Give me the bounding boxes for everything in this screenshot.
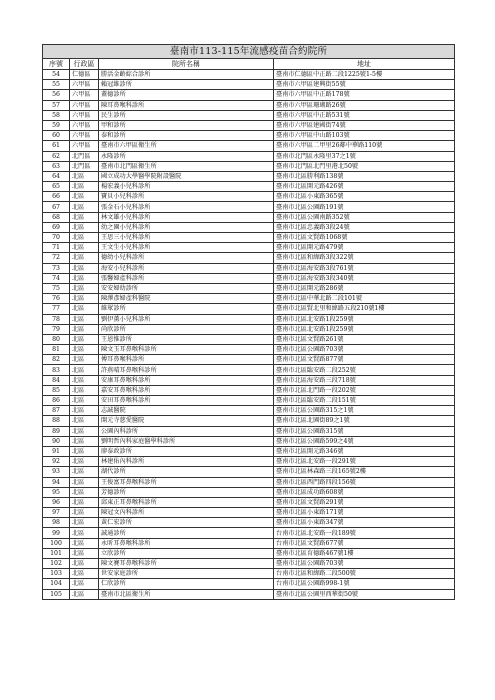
row-clinic-name: 臺南市北區衛生所 — [99, 589, 274, 599]
table-row — [43, 243, 455, 253]
row-clinic-name: 臺南市六甲區衛生所 — [99, 141, 274, 151]
row-clinic-name: 國立成功大學醫學院附設醫院 — [99, 171, 274, 181]
row-number: 65 — [43, 182, 70, 192]
row-clinic-name: 陳冠文內科診所 — [99, 508, 274, 518]
row-number: 61 — [43, 141, 70, 151]
row-address: 臺南市北區北安路1段259號 — [274, 314, 455, 324]
row-district: 北區 — [70, 171, 99, 181]
table-row — [43, 457, 455, 467]
table-row — [43, 294, 455, 304]
row-address: 臺南市北區小東路347號 — [274, 518, 455, 528]
row-clinic-name: 芳德診所 — [99, 487, 274, 497]
row-clinic-name: 永昕耳鼻喉科診所 — [99, 538, 274, 548]
row-number: 60 — [43, 131, 70, 141]
row-address: 臺南市北區勝利路138號 — [274, 171, 455, 181]
row-address: 台南市北區北安路一段189號 — [274, 528, 455, 538]
table-row — [43, 436, 455, 446]
row-clinic-name: 劉伊薰小兒科診所 — [99, 314, 274, 324]
table-row — [43, 355, 455, 365]
row-address: 臺南市北區公園路191號 — [274, 202, 455, 212]
row-number: 84 — [43, 375, 70, 385]
row-clinic-name: 誠通診所 — [99, 528, 274, 538]
row-clinic-name: 楊宏義小兒科診所 — [99, 182, 274, 192]
row-district: 北區 — [70, 416, 99, 426]
row-district: 北區 — [70, 538, 99, 548]
row-district: 六甲區 — [70, 141, 99, 151]
row-address: 臺南市北區育德路467號1樓 — [274, 548, 455, 558]
row-district: 北區 — [70, 518, 99, 528]
table-body — [43, 70, 455, 600]
table-row — [43, 182, 455, 192]
row-clinic-name: 賴冠維診所 — [99, 80, 274, 90]
row-number: 88 — [43, 416, 70, 426]
row-district: 北區 — [70, 508, 99, 518]
row-number: 70 — [43, 233, 70, 243]
row-number: 93 — [43, 467, 70, 477]
table-row — [43, 233, 455, 243]
row-district: 北區 — [70, 406, 99, 416]
row-address: 臺南市北區和緯路3段322號 — [274, 253, 455, 263]
row-address: 臺南市仁德區中正路二段1225號1-5樓 — [274, 70, 455, 80]
row-number: 56 — [43, 90, 70, 100]
row-number: 97 — [43, 508, 70, 518]
row-address: 臺南市北區海安路3段340號 — [274, 273, 455, 283]
row-district: 仁德區 — [70, 70, 99, 80]
row-address: 臺南市六甲區中山路103號 — [274, 131, 455, 141]
row-district: 六甲區 — [70, 80, 99, 90]
row-clinic-name: 陳文賽耳鼻喉科診所 — [99, 559, 274, 569]
row-clinic-name: 王文生小兒科診所 — [99, 243, 274, 253]
row-number: 104 — [43, 579, 70, 589]
row-number: 90 — [43, 436, 70, 446]
table-row — [43, 283, 455, 293]
row-district: 北區 — [70, 548, 99, 558]
row-address: 臺南市六甲區建興街55號 — [274, 80, 455, 90]
row-district: 北區 — [70, 334, 99, 344]
row-address: 臺南市六甲區二甲里26鄰中華路110號 — [274, 141, 455, 151]
row-address: 臺南市北區公園路599之4號 — [274, 436, 455, 446]
table-row — [43, 487, 455, 497]
table-row — [43, 528, 455, 538]
row-address: 台南市北區文賢路677號 — [274, 538, 455, 548]
table-row — [43, 559, 455, 569]
row-clinic-name: 開元寺慈愛醫院 — [99, 416, 274, 426]
row-clinic-name: 陳耳鼻喉科診所 — [99, 100, 274, 110]
row-address: 臺南市北區開元路286號 — [274, 283, 455, 293]
row-clinic-name: 仁欣診所 — [99, 579, 274, 589]
row-address: 臺南市北區公園南路352號 — [274, 212, 455, 222]
row-address: 台南市北區公園路998-1號 — [274, 579, 455, 589]
row-clinic-name: 傅耳鼻喉科診所 — [99, 355, 274, 365]
row-clinic-name: 劉明哲內科家庭醫學科診所 — [99, 436, 274, 446]
header-row — [43, 59, 455, 70]
row-district: 北區 — [70, 446, 99, 456]
row-address: 臺南市北區公園路315號 — [274, 426, 455, 436]
row-number: 98 — [43, 518, 70, 528]
row-clinic-name: 邱東正耳鼻喉科診所 — [99, 497, 274, 507]
row-clinic-name: 王思三小兒科診所 — [99, 233, 274, 243]
title-row — [43, 45, 455, 59]
table-row — [43, 334, 455, 344]
row-district: 北區 — [70, 365, 99, 375]
row-clinic-name: 黃仁宏診所 — [99, 518, 274, 528]
table-row — [43, 396, 455, 406]
row-clinic-name: 湖代診所 — [99, 467, 274, 477]
row-district: 北區 — [70, 192, 99, 202]
row-district: 北區 — [70, 253, 99, 263]
row-district: 北區 — [70, 559, 99, 569]
row-district: 北區 — [70, 436, 99, 446]
row-district: 北區 — [70, 304, 99, 314]
row-clinic-name: 林建佑內科診所 — [99, 457, 274, 467]
table-row — [43, 120, 455, 130]
row-address: 臺南市北區西門路四段156號 — [274, 477, 455, 487]
table-row — [43, 80, 455, 90]
row-district: 北門區 — [70, 151, 99, 161]
row-district: 北區 — [70, 273, 99, 283]
table-row — [43, 141, 455, 151]
row-clinic-name: 幼之園小兒科診所 — [99, 222, 274, 232]
row-address: 臺南市北區中華北路二段101號 — [274, 294, 455, 304]
row-number: 92 — [43, 457, 70, 467]
row-district: 北區 — [70, 243, 99, 253]
row-address: 臺南市北區賢北里和緯路五段210號1樓 — [274, 304, 455, 314]
row-district: 北區 — [70, 283, 99, 293]
row-number: 81 — [43, 345, 70, 355]
row-district: 北區 — [70, 212, 99, 222]
row-number: 64 — [43, 171, 70, 181]
row-district: 北區 — [70, 467, 99, 477]
row-district: 北區 — [70, 233, 99, 243]
row-address: 臺南市北門區北門里港北50號 — [274, 161, 455, 171]
row-address: 臺南市北區海安路三段718號 — [274, 375, 455, 385]
table-row — [43, 212, 455, 222]
row-address: 臺南市北區北安路1段259號 — [274, 324, 455, 334]
row-number: 102 — [43, 559, 70, 569]
row-district: 六甲區 — [70, 90, 99, 100]
table-row — [43, 375, 455, 385]
row-address: 臺南市北區小東路171號 — [274, 508, 455, 518]
row-clinic-name: 海安小兒科診所 — [99, 263, 274, 273]
row-address: 臺南市北門區永隆里37之1號 — [274, 151, 455, 161]
row-clinic-name: 廖泰政診所 — [99, 446, 274, 456]
row-district: 北區 — [70, 222, 99, 232]
row-number: 74 — [43, 273, 70, 283]
row-district: 北區 — [70, 589, 99, 599]
table-row — [43, 314, 455, 324]
row-clinic-name: 公園內科診所 — [99, 426, 274, 436]
row-clinic-name: 寶貝小兒科診所 — [99, 192, 274, 202]
row-address: 臺南市北區文賢路1068號 — [274, 233, 455, 243]
row-district: 北區 — [70, 355, 99, 365]
row-number: 78 — [43, 314, 70, 324]
table-row — [43, 385, 455, 395]
row-address: 臺南市北區北安路一段291號 — [274, 457, 455, 467]
row-number: 96 — [43, 497, 70, 507]
row-address: 臺南市北區開元路426號 — [274, 182, 455, 192]
table-row — [43, 161, 455, 171]
row-district: 北區 — [70, 396, 99, 406]
row-address: 臺南市北區文賢路291號 — [274, 497, 455, 507]
row-clinic-name: 陳文玉耳鼻喉科診所 — [99, 345, 274, 355]
row-number: 66 — [43, 192, 70, 202]
table-row — [43, 304, 455, 314]
table-row — [43, 548, 455, 558]
row-number: 79 — [43, 324, 70, 334]
row-address: 臺南市北區臨安路二段151號 — [274, 396, 455, 406]
row-number: 103 — [43, 569, 70, 579]
row-address: 臺南市北區文賢路877號 — [274, 355, 455, 365]
row-number: 76 — [43, 294, 70, 304]
row-clinic-name: 世安家庭診所 — [99, 569, 274, 579]
row-address: 臺南市北區公園路703號 — [274, 559, 455, 569]
row-address: 臺南市六甲區中正路178號 — [274, 90, 455, 100]
row-district: 六甲區 — [70, 120, 99, 130]
row-number: 100 — [43, 538, 70, 548]
row-clinic-name: 維眾診所 — [99, 304, 274, 314]
row-district: 北區 — [70, 314, 99, 324]
row-district: 北區 — [70, 569, 99, 579]
row-clinic-name: 王恩惟診所 — [99, 334, 274, 344]
table-row — [43, 345, 455, 355]
table-row — [43, 589, 455, 599]
contract-clinics-table — [42, 44, 455, 600]
row-address: 臺南市北區公園里西華街50號 — [274, 589, 455, 599]
row-clinic-name: 永隆診所 — [99, 151, 274, 161]
row-number: 99 — [43, 528, 70, 538]
table-row — [43, 253, 455, 263]
table-row — [43, 202, 455, 212]
row-number: 89 — [43, 426, 70, 436]
table-row — [43, 263, 455, 273]
row-clinic-name: 德幼小兒科診所 — [99, 253, 274, 263]
row-number: 87 — [43, 406, 70, 416]
row-number: 101 — [43, 548, 70, 558]
row-address: 臺南市北區忠義路3段24號 — [274, 222, 455, 232]
row-district: 北區 — [70, 324, 99, 334]
row-clinic-name: 甲和診所 — [99, 120, 274, 130]
row-clinic-name: 陳澤彥婦產科醫院 — [99, 294, 274, 304]
row-number: 54 — [43, 70, 70, 80]
table-row — [43, 569, 455, 579]
row-clinic-name: 志誠醫院 — [99, 406, 274, 416]
row-clinic-name: 尚欣診所 — [99, 324, 274, 334]
table-row — [43, 467, 455, 477]
row-number: 57 — [43, 100, 70, 110]
row-number: 85 — [43, 385, 70, 395]
row-clinic-name: 勝活金齡綜合診所 — [99, 70, 274, 80]
row-district: 六甲區 — [70, 110, 99, 120]
table-row — [43, 70, 455, 80]
row-district: 北區 — [70, 385, 99, 395]
table-row — [43, 518, 455, 528]
row-address: 臺南市北區公園路315之1號 — [274, 406, 455, 416]
table-row — [43, 579, 455, 589]
row-district: 北區 — [70, 345, 99, 355]
table-row — [43, 151, 455, 161]
row-clinic-name: 張馨婦產科診所 — [99, 273, 274, 283]
row-number: 55 — [43, 80, 70, 90]
row-district: 北門區 — [70, 161, 99, 171]
row-district: 北區 — [70, 487, 99, 497]
row-district: 北區 — [70, 579, 99, 589]
row-clinic-name: 許燕晴耳鼻喉科診所 — [99, 365, 274, 375]
table-row — [43, 192, 455, 202]
row-clinic-name: 林文雄小兒科診所 — [99, 212, 274, 222]
table-row — [43, 171, 455, 181]
row-clinic-name: 安田耳鼻喉科診所 — [99, 396, 274, 406]
row-district: 北區 — [70, 528, 99, 538]
row-clinic-name: 嘉安耳鼻喉科診所 — [99, 385, 274, 395]
row-address: 臺南市北區北園街89之1號 — [274, 416, 455, 426]
row-address: 臺南市北區林森路三段165號2樓 — [274, 467, 455, 477]
table-row — [43, 131, 455, 141]
row-number: 67 — [43, 202, 70, 212]
row-number: 91 — [43, 446, 70, 456]
row-district: 北區 — [70, 182, 99, 192]
row-address: 臺南市北區文賢路261號 — [274, 334, 455, 344]
row-clinic-name: 臺南市北門區衛生所 — [99, 161, 274, 171]
row-number: 59 — [43, 120, 70, 130]
row-clinic-name: 安康耳鼻喉科診所 — [99, 375, 274, 385]
row-address: 臺南市六甲區珊瑚路26號 — [274, 100, 455, 110]
row-district: 北區 — [70, 263, 99, 273]
table-row — [43, 365, 455, 375]
row-number: 69 — [43, 222, 70, 232]
row-address: 台南市北區和緯路二段500號 — [274, 569, 455, 579]
row-address: 臺南市北區開元路346號 — [274, 446, 455, 456]
row-address: 臺南市六甲區中正路531號 — [274, 110, 455, 120]
table-row — [43, 222, 455, 232]
row-address: 臺南市六甲區建國街74號 — [274, 120, 455, 130]
table-row — [43, 508, 455, 518]
row-address: 臺南市北區成功路608號 — [274, 487, 455, 497]
header-address: 地址 — [274, 59, 455, 70]
row-number: 80 — [43, 334, 70, 344]
table-row — [43, 446, 455, 456]
row-address: 臺南市北區北門路一段202號 — [274, 385, 455, 395]
row-address: 臺南市北區小東路365號 — [274, 192, 455, 202]
row-district: 北區 — [70, 294, 99, 304]
row-district: 六甲區 — [70, 100, 99, 110]
table-row — [43, 538, 455, 548]
table-row — [43, 416, 455, 426]
table-row — [43, 273, 455, 283]
row-district: 北區 — [70, 426, 99, 436]
row-district: 北區 — [70, 202, 99, 212]
row-district: 北區 — [70, 457, 99, 467]
row-address: 臺南市北區開元路479號 — [274, 243, 455, 253]
row-clinic-name: 泰和診所 — [99, 131, 274, 141]
row-number: 86 — [43, 396, 70, 406]
table-row — [43, 477, 455, 487]
table-row — [43, 406, 455, 416]
row-number: 82 — [43, 355, 70, 365]
row-clinic-name: 民生診所 — [99, 110, 274, 120]
header-district: 行政區 — [70, 59, 99, 70]
row-number: 75 — [43, 283, 70, 293]
row-clinic-name: 王俊富耳鼻喉科診所 — [99, 477, 274, 487]
row-number: 62 — [43, 151, 70, 161]
header-number: 序號 — [43, 59, 70, 70]
row-number: 73 — [43, 263, 70, 273]
row-number: 63 — [43, 161, 70, 171]
row-district: 北區 — [70, 497, 99, 507]
table-row — [43, 426, 455, 436]
row-number: 68 — [43, 212, 70, 222]
row-district: 北區 — [70, 477, 99, 487]
table-row — [43, 324, 455, 334]
row-clinic-name: 立欣診所 — [99, 548, 274, 558]
row-clinic-name: 蓋德診所 — [99, 90, 274, 100]
row-number: 94 — [43, 477, 70, 487]
header-clinic-name: 院所名稱 — [99, 59, 274, 70]
row-number: 58 — [43, 110, 70, 120]
row-number: 95 — [43, 487, 70, 497]
row-address: 臺南市北區海安路3段761號 — [274, 263, 455, 273]
row-clinic-name: 張金石小兒科診所 — [99, 202, 274, 212]
table-row — [43, 497, 455, 507]
row-district: 六甲區 — [70, 131, 99, 141]
row-number: 77 — [43, 304, 70, 314]
row-district: 北區 — [70, 375, 99, 385]
row-address: 臺南市北區公園路703號 — [274, 345, 455, 355]
row-number: 105 — [43, 589, 70, 599]
row-clinic-name: 安安婦幼診所 — [99, 283, 274, 293]
table-title: 臺南市113-115年流感疫苗合約院所 — [43, 45, 455, 59]
row-number: 71 — [43, 243, 70, 253]
table-row — [43, 90, 455, 100]
table-row — [43, 100, 455, 110]
row-number: 83 — [43, 365, 70, 375]
table-row — [43, 110, 455, 120]
row-address: 臺南市北區臨安路二段252號 — [274, 365, 455, 375]
row-number: 72 — [43, 253, 70, 263]
